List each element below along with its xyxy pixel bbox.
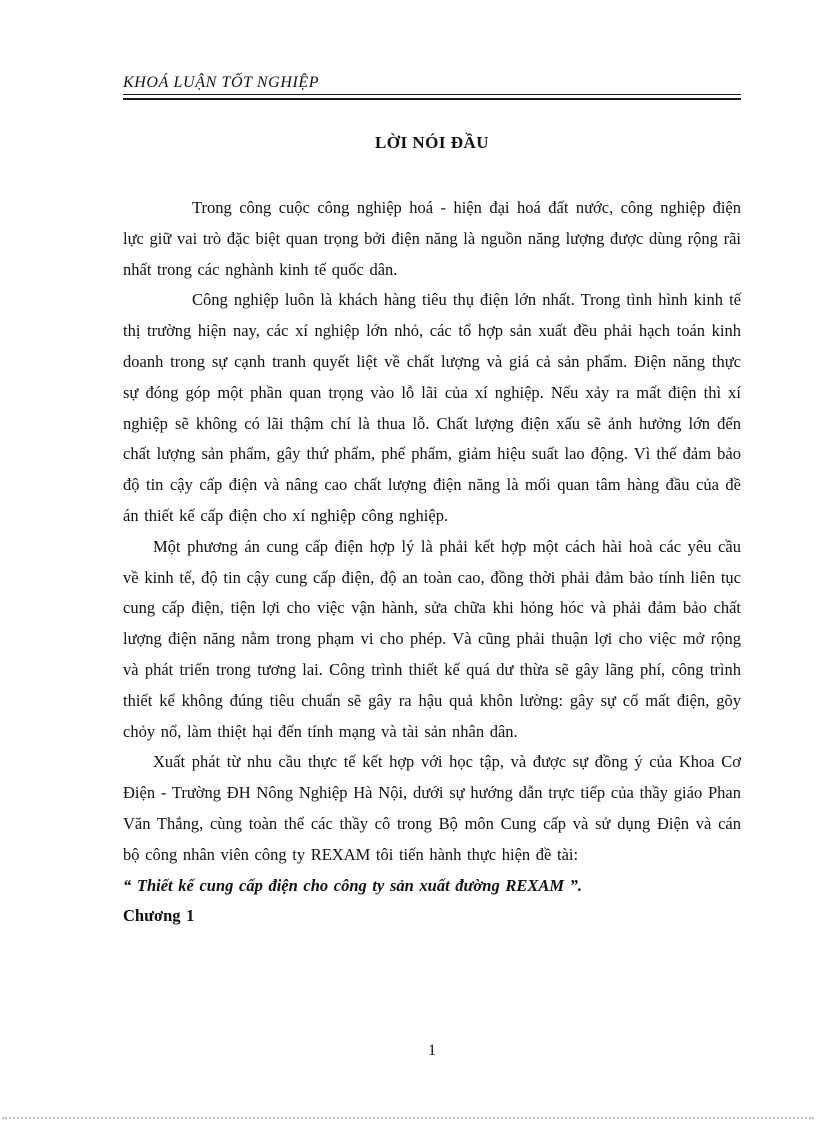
paragraph: Một phương án cung cấp điện hợp lý là phải kết hợp một cách hài hoà các yêu cầu về kinh tế, độ tin cậy cung cấp điện, độ an toàn cao, đồng thời phải đảm bảo tính liên tục cung cấp điện, tiện lợi cho việc vận hành, sửa chữa khi hỏng hóc và phải đảm bảo chất lượng điện năng nằm trong phạm vi cho phép. Và cũng phải thuận lợi cho việc mở rộng và phát triển trong tương lai. Công trình thiết kế quá dư thừa sẽ gây lãng phí, công trình thiết kế không đúng tiêu chuẩn sẽ gây ra hậu quả khôn lường: gây sự cố mất điện, gõy chỏy nổ, làm thiệt hại đến tính mạng và tài sản nhân dân. (123, 536, 741, 741)
document-title: LỜI NÓI ĐẦU (374, 133, 490, 152)
paragraph: Công nghiệp luôn là khách hàng tiêu thụ điện lớn nhất. Trong tình hình kinh tế thị trường hiện nay, các xí nghiệp lớn nhỏ, các tổ hợp sản xuất đều phải hạch toán kinh doanh trong sự cạnh tranh quyết liệt về chất lượng và giá cả sản phẩm. Điện năng thực sự đóng góp một phần quan trọng vào lỗ lãi của xí nghiệp. Nếu xảy ra mất điện thì xí nghiệp sẽ không có lãi thậm chí là thua lỗ. Chất lượng điện xấu sẽ ảnh hưởng lớn đến chất lượng sản phẩm, gây thứ phẩm, phế phẩm, giảm hiệu suất lao động. Vì thế đảm bảo độ tin cậy cấp điện và nâng cao chất lượng điện năng là mối quan tâm hàng đầu của đề án thiết kế cấp điện cho xí nghiệp công nghiệp. (123, 290, 741, 525)
thesis-title: “ Thiết kế cung cấp điện cho công ty sản xuất đường REXAM ”. (123, 875, 583, 895)
page-header (123, 74, 741, 100)
paragraph: Trong công cuộc công nghiệp hoá - hiện đại hoá đất nước, công nghiệp điện lực giữ vai trò đặc biệt quan trọng bởi điện năng là nguồn năng lượng được dùng rộng rãi nhất trong các nghành kinh tế quốc dân. (123, 198, 741, 279)
header-rule (123, 98, 741, 100)
chapter-heading: Chương 1 (123, 906, 195, 926)
page-boundary-divider (2, 1117, 814, 1119)
paragraph: Xuất phát từ nhu cầu thực tế kết hợp với học tập, và được sự đồng ý của Khoa Cơ Điện - Trường ĐH Nông Nghiệp Hà Nội, dưới sự hướng dẫn trực tiếp của thầy giáo Phan Văn Thắng, cùng toàn thể các thầy cô trong Bộ môn Cung cấp và sử dụng Điện và cán bộ công nhân viên công ty REXAM tôi tiến hành thực hiện đề tài: (123, 752, 741, 864)
page-header-title: KHOÁ LUẬN TỐT NGHIỆP (123, 74, 741, 95)
page-number: 1 (428, 1042, 436, 1059)
document-body (123, 193, 741, 932)
page-content (123, 0, 741, 932)
